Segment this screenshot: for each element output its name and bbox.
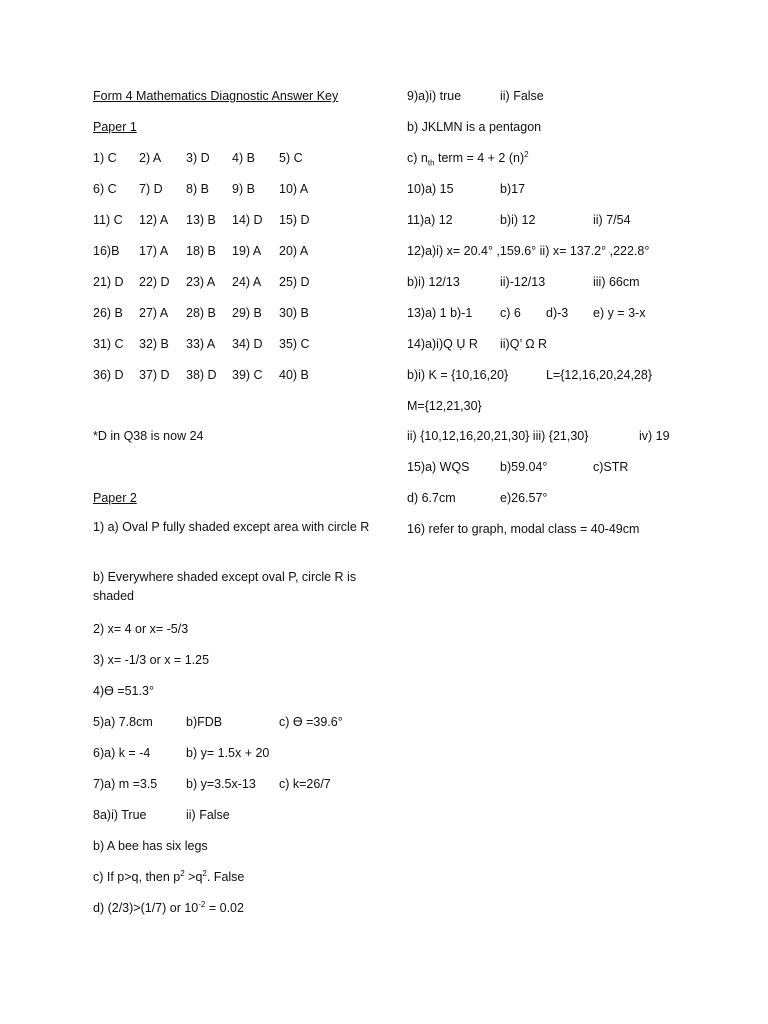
answer: 19) A: [232, 244, 262, 258]
answer: 33) A: [186, 337, 216, 351]
answer-q12b-i: b)i) 12/13: [407, 275, 460, 289]
answer-q5c: c) Ɵ =39.6°: [279, 715, 343, 729]
answer-q13ab: 13)a) 1 b)-1: [407, 306, 473, 320]
answer-q6b: b) y= 1.5x + 20: [186, 746, 270, 760]
answer-q6a: 6)a) k = -4: [93, 746, 151, 760]
answer-q14b-k: b)i) K = {10,16,20}: [407, 368, 509, 382]
answer-q4: 4)Ɵ =51.3°: [93, 684, 154, 698]
answer-q15e: e)26.57°: [500, 491, 548, 505]
answer: 12) A: [139, 213, 169, 227]
answer-q14c-iv: iv) 19: [639, 429, 670, 443]
answer: 29) B: [232, 306, 262, 320]
paper1-heading: Paper 1: [93, 120, 137, 134]
answer: 13) B: [186, 213, 216, 227]
exponent: 2: [180, 868, 185, 878]
answer-q15d: d) 6.7cm: [407, 491, 456, 505]
answer-q8c: [93, 869, 244, 885]
exponent: 2: [202, 868, 207, 878]
answer-q10b: b)17: [500, 182, 526, 196]
answer-q13e: e) y = 3-x: [593, 306, 646, 320]
answer-q8c-text: c) If p>q, then p: [93, 870, 181, 884]
answer-q7a: 7)a) m =3.5: [93, 777, 158, 791]
answer-q2: 2) x= 4 or x= -5/3: [93, 622, 189, 636]
answer: 17) A: [139, 244, 169, 258]
answer: 3) D: [186, 151, 210, 165]
answer: 7) D: [139, 182, 163, 196]
answer-q5a: 5)a) 7.8cm: [93, 715, 153, 729]
answer-q7c: c) k=26/7: [279, 777, 331, 791]
answer-q15c: c)STR: [593, 460, 629, 474]
answer-q14a-i: 14)a)i)Q Ụ R: [407, 337, 478, 351]
answer-q8c-text: . False: [206, 870, 245, 884]
answer-q9c-text: c) n: [407, 151, 428, 165]
answer: 23) A: [186, 275, 216, 289]
answer-q9a-ii: ii) False: [500, 89, 544, 103]
answer-q12b-iii: iii) 66cm: [593, 275, 640, 289]
answer: 21) D: [93, 275, 124, 289]
answer-q9a-i: 9)a)i) true: [407, 89, 462, 103]
answer: 32) B: [139, 337, 169, 351]
answer-q9c-text: term = 4 + 2 (n): [434, 151, 525, 165]
answer: 14) D: [232, 213, 263, 227]
answer-q8d: [93, 900, 244, 916]
answer-q14b-l: L={12,16,20,24,28}: [546, 368, 653, 382]
answer-q14b-m: M={12,21,30}: [407, 399, 482, 413]
answer-q14c: ii) {10,12,16,20,21,30} iii) {21,30}: [407, 429, 589, 443]
answer-q1b: b) Everywhere shaded except oval P, circle R is shaded: [93, 570, 357, 603]
answer: 31) C: [93, 337, 124, 351]
answer-q13c: c) 6: [500, 306, 521, 320]
answer-q14a-ii: ii)Q’ Ω R: [500, 337, 548, 351]
answer-q15a: 15)a) WQS: [407, 460, 470, 474]
answer: 4) B: [232, 151, 255, 165]
answer-q7b: b) y=3.5x-13: [186, 777, 256, 791]
paper1-note: *D in Q38 is now 24: [93, 429, 204, 443]
answer-q8a-i: 8a)i) True: [93, 808, 147, 822]
answer-q11b-i: b)i) 12: [500, 213, 536, 227]
answer-q5b: b)FDB: [186, 715, 223, 729]
answer-q8a-ii: ii) False: [186, 808, 230, 822]
answer: 37) D: [139, 368, 170, 382]
answer: 2) A: [139, 151, 162, 165]
paper2-heading: Paper 2: [93, 491, 137, 505]
answer: 8) B: [186, 182, 209, 196]
answer: 5) C: [279, 151, 303, 165]
answer: 36) D: [93, 368, 124, 382]
answer-q16: 16) refer to graph, modal class = 40-49cm: [407, 522, 640, 536]
answer-q15b: b)59.04°: [500, 460, 548, 474]
answer: 25) D: [279, 275, 310, 289]
answer: 16)B: [93, 244, 120, 258]
answer: 10) A: [279, 182, 309, 196]
answer-q3: 3) x= -1/3 or x = 1.25: [93, 653, 210, 667]
answer-q1a: 1) a) Oval P fully shaded except area with circle R: [93, 520, 370, 534]
answer-q11a: 11)a) 12: [407, 213, 453, 227]
answer: 6) C: [93, 182, 117, 196]
answer-q8d-text: d) (2/3)>(1/7) or 10: [93, 901, 199, 915]
answer: 24) A: [232, 275, 262, 289]
answer-q9c: [407, 150, 529, 166]
answer-q8d-text: = 0.02: [205, 901, 244, 915]
exponent: 2: [524, 149, 529, 159]
answer: 15) D: [279, 213, 310, 227]
answer-q12b-ii: ii)-12/13: [500, 275, 546, 289]
answer: 40) B: [279, 368, 309, 382]
answer-q12a: 12)a)i) x= 20.4° ,159.6° ii) x= 137.2° ,222.8°: [407, 244, 650, 258]
answer: 39) C: [232, 368, 263, 382]
answer: 22) D: [139, 275, 170, 289]
answer: 11) C: [93, 213, 123, 227]
answer-q10a: 10)a) 15: [407, 182, 454, 196]
subscript: th: [427, 158, 435, 168]
answer: 34) D: [232, 337, 263, 351]
answer-q13d: d)-3: [546, 306, 569, 320]
answer: 18) B: [186, 244, 216, 258]
answer: 28) B: [186, 306, 216, 320]
answer: 30) B: [279, 306, 309, 320]
answer: 1) C: [93, 151, 117, 165]
document-title: Form 4 Mathematics Diagnostic Answer Key: [93, 89, 339, 103]
exponent: -2: [198, 899, 206, 909]
answer: 38) D: [186, 368, 217, 382]
answer-q8c-text: >q: [184, 870, 203, 884]
answer-q8b: b) A bee has six legs: [93, 839, 208, 853]
answer: 20) A: [279, 244, 309, 258]
answer: 27) A: [139, 306, 169, 320]
answer-q9b: b) JKLMN is a pentagon: [407, 120, 542, 134]
answer: 26) B: [93, 306, 123, 320]
answer-q11b-ii: ii) 7/54: [593, 213, 631, 227]
answer: 35) C: [279, 337, 310, 351]
answer: 9) B: [232, 182, 255, 196]
